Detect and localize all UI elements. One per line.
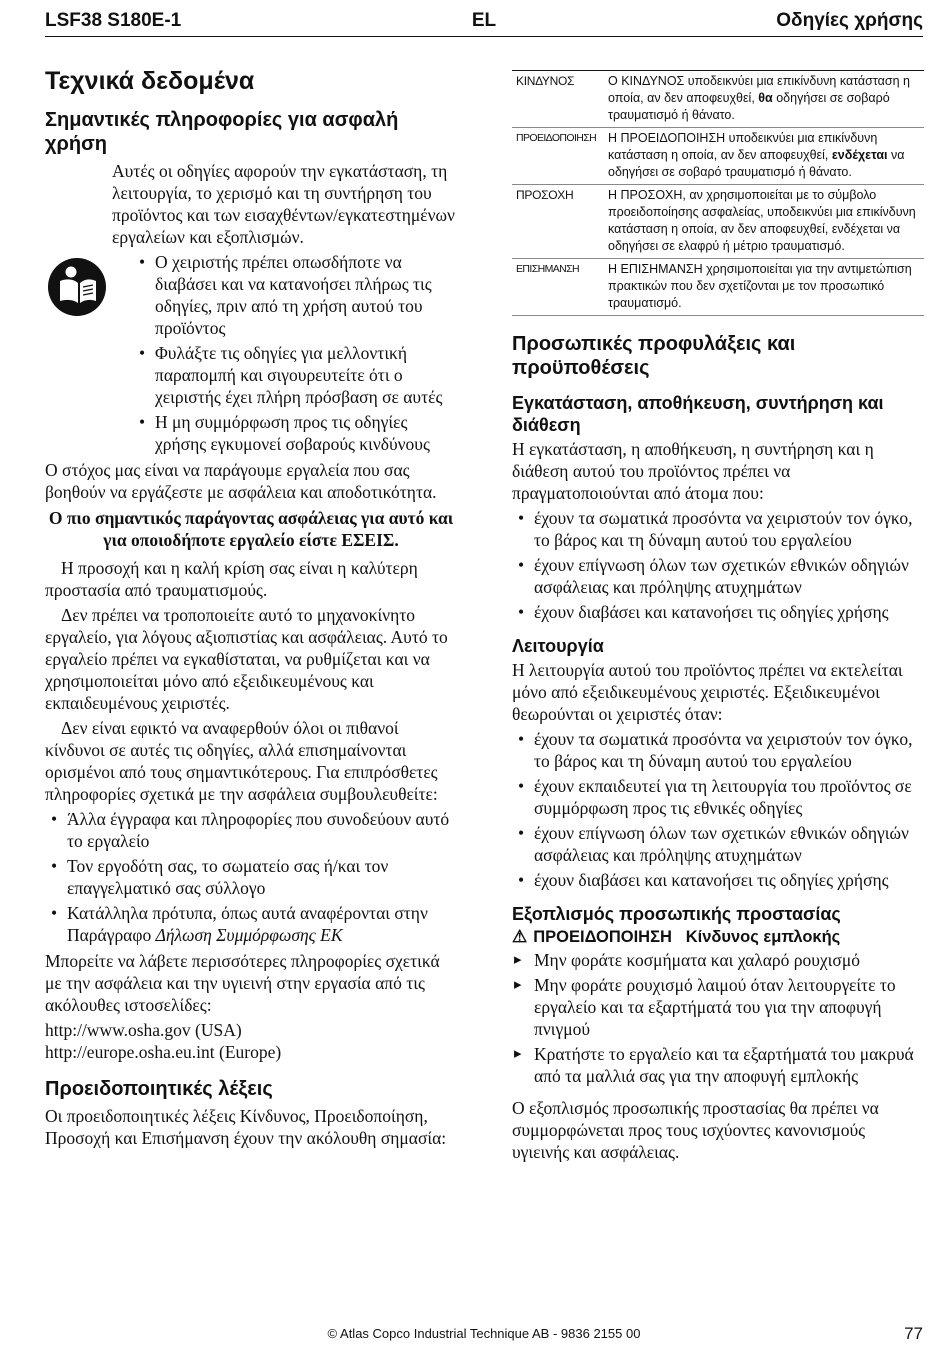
signal-word-meaning: Η ΕΠΙΣΗΜΑΝΣΗ χρησιμοποιείται για την αντιμετώπιση πρακτικών που δεν σχετίζονται με τον προσωπικό τραυματισμό. — [608, 259, 924, 316]
table-row — [512, 185, 924, 259]
operation-list — [512, 728, 924, 891]
ppe-paragraph: Ο εξοπλισμός προσωπικής προστασίας θα πρέπει να συμμορφώνεται προς τους ισχύοντες κανονισμούς υγιεινής και ασφάλειας. — [512, 1098, 879, 1162]
header-language: EL — [471, 10, 497, 31]
table-row — [512, 71, 924, 128]
intro-paragraph: Αυτές οι οδηγίες αφορούν την εγκατάσταση, τη λειτουργία, το χερισμό και τη συντήρηση του προϊόντος και των εισαχθέντων/εγκατεστημένων εργαλείων και εξοπλισμών. — [112, 161, 455, 247]
list-item: • έχουν τα σωματικά προσόντα να χειριστούν τον όγκο, το βάρος και τη δύναμη αυτού του εργαλείου — [512, 507, 924, 551]
installation-heading: Εγκατάσταση, αποθήκευση, συντήρηση και διάθεση — [512, 393, 884, 435]
signal-word-meaning: Η ΠΡΟΣΟΧΗ, αν χρησιμοποιείται με το σύμβολο προειδοποίησης ασφαλείας, υποδεικνύει μια επικίνδυνη κατάσταση η οποία, αν δεν αποφευχθεί, ενδέχεται να οδηγήσει σε ελαφρύ ή μέτριο τραυματισμό. — [608, 185, 924, 259]
list-item — [45, 902, 457, 946]
signal-words-table — [512, 70, 924, 316]
ppe-heading: Εξοπλισμός προσωπικής προστασίας — [512, 904, 841, 924]
table-row — [512, 259, 924, 316]
page-header — [45, 10, 923, 37]
list-item: • Ο χειριστής πρέπει οπωσδήποτε να διαβάσει και να κατανοήσει πλήρως τις οδηγίες, πριν από τη χρήση αυτού του προϊόντος — [133, 251, 457, 339]
operation-heading: Λειτουργία — [512, 636, 604, 656]
signal-words-paragraph: Οι προειδοποιητικές λέξεις Κίνδυνος, Προειδοποίηση, Προσοχή και Επισήμανση έχουν την ακόλουθη σημασία: — [45, 1106, 447, 1148]
list-item: ▸ Μην φοράτε κοσμήματα και χαλαρό ρουχισμό — [512, 949, 924, 971]
header-model: LSF38 S180E-1 — [45, 10, 182, 31]
list-item-text: Κατάλληλα πρότυπα, όπως αυτά αναφέρονται στην Παράγραφο — [67, 903, 428, 945]
right-column — [512, 70, 924, 1166]
list-item: • έχουν τα σωματικά προσόντα να χειριστούν τον όγκο, το βάρος και τη δύναμη αυτού του εργαλείου — [512, 728, 924, 772]
list-item: • έχουν επίγνωση όλων των σχετικών εθνικών οδηγιών ασφάλειας και πρόληψης ατυχημάτων — [512, 554, 924, 598]
read-manual-icon — [47, 257, 107, 317]
signal-word: ΕΠΙΣΗΜΑΝΣΗ — [512, 259, 608, 316]
list-item: • Άλλα έγγραφα και πληροφορίες που συνοδεύουν αυτό το εργαλείο — [45, 808, 457, 852]
more-info-paragraph: Μπορείτε να λάβετε περισσότερες πληροφορίες σχετικά με την ασφάλεια και την υγιεινή στην εργασία από τις ακόλουθες ιστοσελίδες: — [45, 951, 440, 1015]
list-item: • Φυλάξτε τις οδηγίες για μελλοντική παραπομπή και σιγουρευτείτε ότι ο χειριστής έχει πλήρη πρόσβαση σε αυτές — [133, 342, 457, 408]
risks-paragraph: Δεν είναι εφικτό να αναφερθούν όλοι οι πιθανοί κίνδυνοι σε αυτές τις οδηγίες, αλλά επισημαίνονται ορισμένοι από τους σημαντικότερους. Για επιπρόσθετες πληροφορίες σχετικά με την ασφάλεια συμβουλευθείτε: — [45, 718, 438, 804]
left-column — [45, 60, 457, 1152]
personal-precautions-heading: Προσωπικές προφυλάξεις και προϋποθέσεις — [512, 333, 796, 379]
signal-word: ΠΡΟΣΟΧΗ — [512, 185, 608, 259]
section-title: Τεχνικά δεδομένα — [45, 67, 255, 95]
warning-label: ΠΡΟΕΙΔΟΠΟΙΗΣΗ — [533, 928, 672, 946]
url-osha-eu: http://europe.osha.eu.int (Europe) — [45, 1042, 282, 1062]
list-item: • έχουν διαβάσει και κατανοήσει τις οδηγίες χρήσης — [512, 869, 924, 891]
read-instructions-block — [45, 251, 457, 455]
page-footer — [45, 1326, 923, 1341]
signal-word: ΚΙΝΔΥΝΟΣ — [512, 71, 608, 128]
list-item: • έχουν εκπαιδευτεί για τη λειτουργία του προϊόντος σε συμμόρφωση προς τις εθνικές οδηγίες — [512, 775, 924, 819]
care-paragraph: Η προσοχή και η καλή κρίση σας είναι η καλύτερη προστασία από τραυματισμούς. — [45, 558, 418, 600]
page-number: 77 — [904, 1324, 923, 1343]
warning-title: Κίνδυνος εμπλοκής — [685, 928, 841, 946]
list-item: • έχουν διαβάσει και κατανοήσει τις οδηγίες χρήσης — [512, 601, 924, 623]
signal-word-meaning: Ο ΚΙΝΔΥΝΟΣ υποδεικνύει μια επικίνδυνη κατάσταση η οποία, αν δεν αποφευχθεί, θα οδηγήσει σε σοβαρό τραυματισμό ή θάνατο. — [608, 71, 924, 128]
url-osha-us: http://www.osha.gov (USA) — [45, 1020, 242, 1040]
list-item: ▸ Μην φοράτε ρουχισμό λαιμού όταν λειτουργείτε το εργαλείο και τα εξαρτήματά του για την αποφυγή πνιγμού — [512, 974, 924, 1040]
declaration-reference: Δήλωση Συμμόρφωσης ΕΚ — [155, 925, 343, 945]
signal-word: ΠΡΟΕΙΔΟΠΟΙΗΣΗ — [512, 128, 608, 185]
list-item: • Η μη συμμόρφωση προς τις οδηγίες χρήσης εγκυμονεί σοβαρούς κινδύνους — [133, 411, 457, 455]
installation-paragraph: Η εγκατάσταση, η αποθήκευση, η συντήρηση και η διάθεση αυτού του προϊόντος πρέπει να πραγματοποιούνται από άτομα που: — [512, 439, 874, 503]
consult-list — [45, 808, 457, 946]
list-item: • έχουν επίγνωση όλων των σχετικών εθνικών οδηγιών ασφάλειας και πρόληψης ατυχημάτων — [512, 822, 924, 866]
installation-list — [512, 507, 924, 623]
warning-line — [512, 927, 924, 947]
key-safety-statement: Ο πιο σημαντικός παράγοντας ασφάλειας για αυτό και για οποιοδήποτε εργαλείο είστε ΕΣΕΙΣ. — [48, 508, 454, 550]
operation-paragraph: Η λειτουργία αυτού του προϊόντος πρέπει να εκτελείται μόνο από εξειδικευμένους χειριστές. Εξειδικευμένοι θεωρούνται οι χειριστές όταν: — [512, 660, 903, 724]
header-document-type: Οδηγίες χρήσης — [776, 10, 923, 31]
table-row — [512, 128, 924, 185]
read-instructions-list — [133, 251, 457, 455]
signal-words-heading: Προειδοποιητικές λέξεις — [45, 1078, 273, 1100]
signal-word-meaning: Η ΠΡΟΕΙΔΟΠΟΙΗΣΗ υποδεικνύει μια επικίνδυνη κατάσταση η οποία, αν δεν αποφευχθεί, ενδέχεται να οδηγήσει σε σοβαρό τραυματισμό ή θάνατο. — [608, 128, 924, 185]
warning-list — [512, 949, 924, 1087]
list-item: ▸ Κρατήστε το εργαλείο και τα εξαρτήματά του μακρυά από τα μαλλιά σας για την αποφυγή εμπλοκής — [512, 1043, 924, 1087]
list-item: • Τον εργοδότη σας, το σωματείο σας ή/και τον επαγγελματικό σας σύλλογο — [45, 855, 457, 899]
modification-paragraph: Δεν πρέπει να τροποποιείτε αυτό το μηχανοκίνητο εργαλείο, για λόγους αξιοπιστίας και ασφάλειας. Αυτό το εργαλείο πρέπει να εγκαθίσταται, να ρυθμίζεται και να χρησιμοποιείται μόνο από εξειδικευμένους και εκπαιδευμένους χειριστές. — [45, 605, 448, 713]
warning-triangle-icon: ⚠ — [512, 927, 528, 946]
footer-copyright: © Atlas Copco Industrial Technique AB - 9836 2155 00 — [327, 1326, 641, 1341]
safety-heading: Σημαντικές πληροφορίες για ασφαλή χρήση — [45, 109, 399, 155]
goal-paragraph: Ο στόχος μας είναι να παράγουμε εργαλεία που σας βοηθούν να εργάζεστε με ασφάλεια και αποδοτικότητα. — [45, 460, 437, 502]
